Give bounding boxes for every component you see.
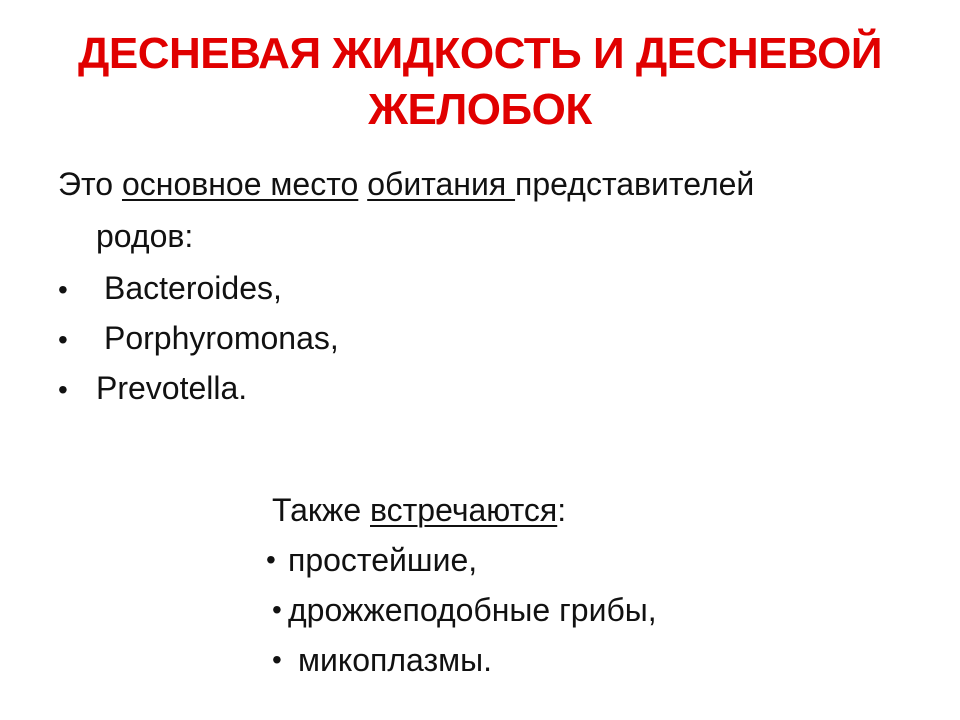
bullet-icon: • <box>58 324 68 355</box>
intro-word: Это <box>58 166 122 202</box>
also-suffix: : <box>557 492 567 528</box>
bullet-icon: • <box>272 644 282 675</box>
bullet-icon: • <box>272 594 282 625</box>
genus-item: Prevotella. <box>96 370 248 406</box>
intro-underlined-habitat: обитания <box>367 166 516 202</box>
bullet-icon: • <box>58 374 68 405</box>
intro-rest: представителей <box>515 166 755 202</box>
intro-space <box>358 166 367 202</box>
also-item: простейшие, <box>288 542 478 578</box>
also-underlined: встречаются <box>370 492 558 528</box>
genus-item: Bacteroides, <box>104 270 282 306</box>
also-item: дрожжеподобные грибы, <box>288 592 657 628</box>
bullet-icon: • <box>58 274 68 305</box>
also-heading <box>272 490 566 530</box>
also-prefix: Также <box>272 492 370 528</box>
intro-underlined-main-place: основное место <box>121 166 359 202</box>
intro-line-2: родов: <box>96 218 194 254</box>
bullet-icon: • <box>266 544 276 575</box>
also-item: микоплазмы. <box>298 642 493 678</box>
slide-title-line-2: ЖЕЛОБОК <box>368 85 592 134</box>
intro-line-1 <box>58 164 754 204</box>
genus-item: Porphyromonas, <box>104 320 339 356</box>
slide-title <box>40 26 920 138</box>
slide-title-line-1: ДЕСНЕВАЯ ЖИДКОСТЬ И ДЕСНЕВОЙ <box>78 29 882 78</box>
